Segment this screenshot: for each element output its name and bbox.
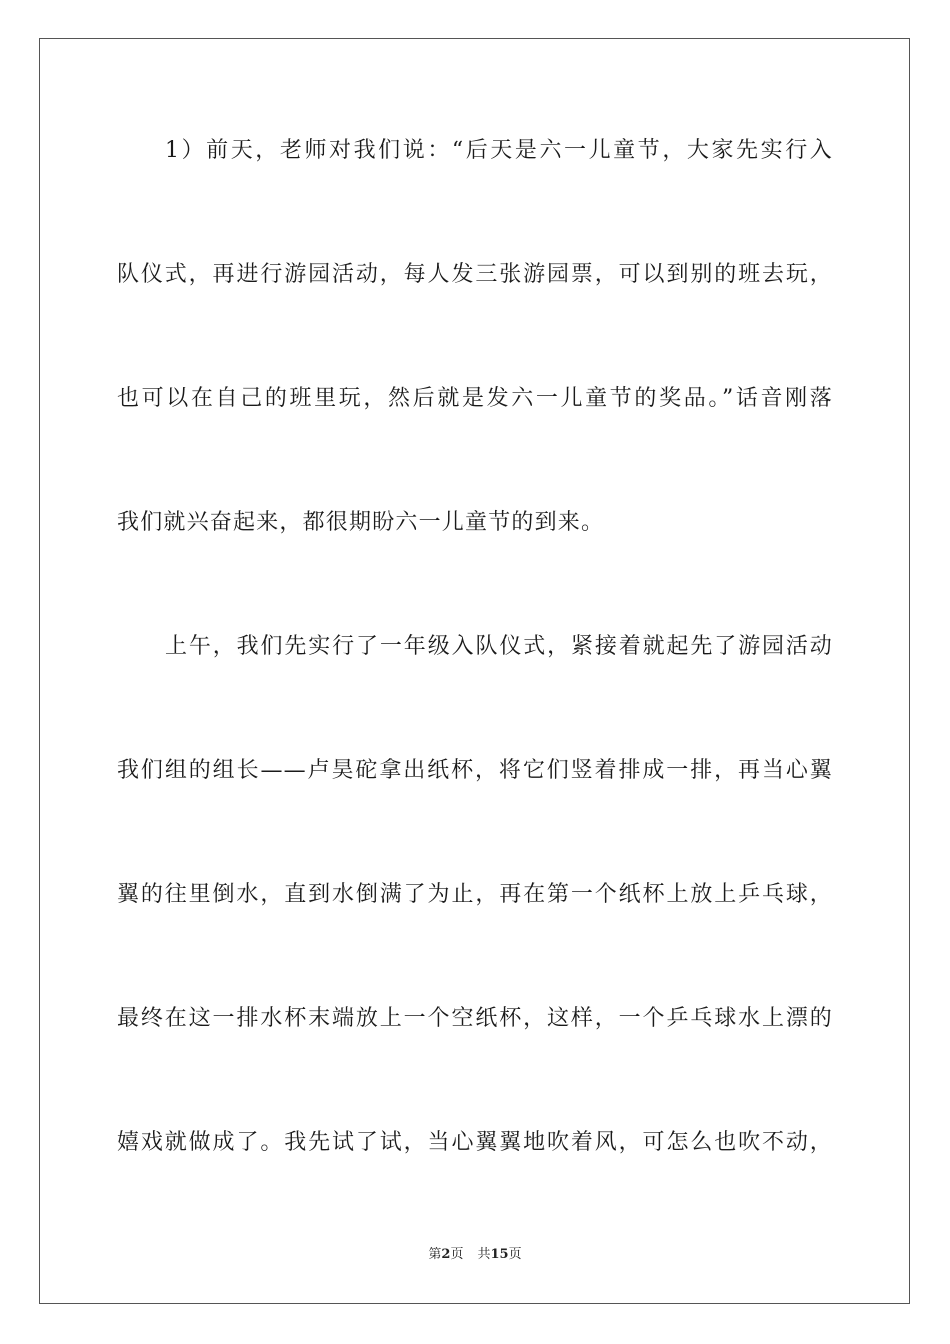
page-prefix: 第 xyxy=(428,1247,442,1262)
paragraph-2-line-5: 嬉戏就做成了。我先试了试，当心翼翼地吹着风，可怎么也吹不动， xyxy=(117,1130,833,1155)
paragraph-1-line-3: 也可以在自己的班里玩，然后就是发六一儿童节的奖品。”话音刚落 xyxy=(117,386,833,411)
page-suffix: 页 xyxy=(450,1247,464,1262)
page-footer xyxy=(0,1246,950,1264)
total-suffix: 页 xyxy=(508,1247,522,1262)
paragraph-2-line-2: 我们组的组长——卢昊砣拿出纸杯，将它们竖着排成一排，再当心翼 xyxy=(117,758,833,783)
total-prefix: 共 xyxy=(477,1247,491,1262)
paragraph-2-line-3: 翼的往里倒水，直到水倒满了为止，再在第一个纸杯上放上乒乓球， xyxy=(117,882,833,907)
paragraph-2-line-4: 最终在这一排水杯末端放上一个空纸杯，这样，一个乒乓球水上漂的 xyxy=(117,1006,833,1031)
total-pages: 15 xyxy=(490,1247,509,1262)
paragraph-1-line-1: 1）前天，老师对我们说：“后天是六一儿童节，大家先实行入 xyxy=(165,138,833,163)
paragraph-1-line-4: 我们就兴奋起来，都很期盼六一儿童节的到来。 xyxy=(117,510,605,535)
paragraph-2-line-1: 上午，我们先实行了一年级入队仪式，紧接着就起先了游园活动 xyxy=(165,634,833,659)
page-border xyxy=(39,38,910,1304)
page-number: 2 xyxy=(441,1247,451,1262)
paragraph-1-line-2: 队仪式，再进行游园活动，每人发三张游园票，可以到别的班去玩， xyxy=(117,262,833,287)
